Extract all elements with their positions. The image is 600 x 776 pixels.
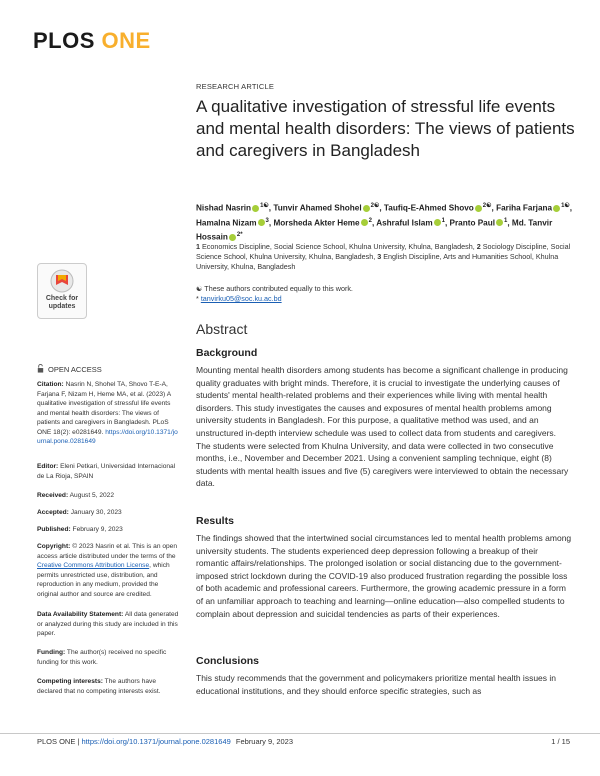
affil-num-2: 2 <box>476 242 481 251</box>
affil-text-2: Sociology Discipline, Social Science School, Khulna University, Khulna, Bangladesh, <box>196 242 571 261</box>
competing-text: The authors have declared that no competing interests exist. <box>37 678 161 695</box>
author-affiliation-sup: 2* <box>236 232 243 239</box>
author-affiliation-sup: 2☯ <box>482 203 492 209</box>
corresponding-star: * <box>196 294 199 303</box>
data-availability-text: All data generated or analyzed during this study are included in this paper. <box>37 611 179 637</box>
author-name[interactable]: Morsheda Akter Heme <box>273 218 360 228</box>
orcid-icon[interactable] <box>553 205 560 212</box>
editor-block <box>37 462 179 481</box>
orcid-icon[interactable] <box>229 234 236 241</box>
accepted-block <box>37 508 179 518</box>
received-date: August 5, 2022 <box>69 492 114 499</box>
orcid-icon[interactable] <box>434 219 441 226</box>
author-name[interactable]: Tunvir Ahamed Shohel <box>273 203 362 213</box>
open-access-text: OPEN ACCESS <box>48 365 102 374</box>
contribution-notes <box>196 284 576 304</box>
open-access-label <box>37 364 102 374</box>
funding-label: Funding: <box>37 649 66 656</box>
citation-doi-link[interactable]: https://doi.org/10.1371/journal.pone.0281649 <box>37 428 178 445</box>
orcid-icon[interactable] <box>361 219 368 226</box>
copyright-label: Copyright: <box>37 543 71 550</box>
footer-doi-link[interactable]: https://doi.org/10.1371/journal.pone.0281649 <box>81 737 231 746</box>
check-updates-line1: Check for <box>45 295 79 302</box>
citation-text: Nasrin N, Shohel TA, Shovo T-E-A, Farjana F, Nizam H, Heme MA, et al. (2023) A qualitative investigation of stressful life events and mental health disorders: The views of patients and caregivers in Bangladesh. PLoS ONE 18(2): e0281649. <box>37 381 171 436</box>
copyright-text-a: © 2023 Nasrin et al. This is an open access article distributed under the terms of the <box>37 543 177 560</box>
footer-journal: PLOS ONE <box>37 737 76 746</box>
copyright-block <box>37 542 179 599</box>
author-list: Nishad Nasrin $^{1☯}$, Tunvir Ahamed Shohel $^{2☯}$, Taufiq-E-Ahmed Shovo $^{2☯}$, Fariha Farjana $^{1☯}$, Hamalna Nizam $^3$, Morsheda Akter Heme $^2$, Ashraful Islam $^1$, Pranto Paul $^1$, Md. Tanvir Hossain $^{2*}$ <box>196 203 573 243</box>
footer-date: February 9, 2023 <box>235 737 294 746</box>
abstract-heading: Abstract <box>196 321 248 337</box>
received-label: Received: <box>37 492 69 499</box>
funding-text: The author(s) received no specific funding for this work. <box>37 649 167 666</box>
orcid-icon[interactable] <box>258 219 265 226</box>
author-affiliation-sup: 3 <box>265 217 269 224</box>
check-updates-icon <box>50 269 74 293</box>
published-date: February 9, 2023 <box>72 526 123 533</box>
author-name[interactable]: Pranto Paul <box>449 218 496 228</box>
author-name[interactable]: Ashraful Islam <box>376 218 433 228</box>
competing-interests-block <box>37 677 179 696</box>
check-updates-line2: updates <box>48 303 76 310</box>
author-affiliation-sup: 2☯ <box>370 203 380 209</box>
copyright-text-b: , which permits unrestricted use, distribution, and reproduction in any medium, provided the original author and source are credited. <box>37 562 170 598</box>
check-for-updates-badge[interactable] <box>37 263 87 319</box>
license-link[interactable]: Creative Commons Attribution License <box>37 562 150 569</box>
logo-plos: PLOS <box>33 28 95 53</box>
conclusions-text: This study recommends that the government and policymakers prioritize mental health issues in educational institutions, and they should enforce specific strategies, such as <box>196 673 557 696</box>
editor-text: Eleni Petkari, Universidad Internacional de La Rioja, SPAIN <box>37 463 176 480</box>
corresponding-email-link[interactable]: tanvirku05@soc.ku.ac.bd <box>200 294 282 303</box>
background-text: Mounting mental health disorders among students has become a significant challenge in producing quality graduates with bright minds. Therefore, it is crucial to investigate the underlying causes of students' mental health-related problems and their experiences while living with mental health disorders. This study investigates the causes and exposures of mental health problems among university students in Bangladesh. For this purpose, a qualitative method was used, and an unstructured in-depth interview schedule was used to collect data from students and caregivers. The students were selected from Khulna University, and data were collected in two consecutive months, i.e., November and December 2021. Using a convenient sampling technique, eight (8) students with mental health issues and five (5) caregivers were interviewed to obtain the necessary data. <box>196 365 569 489</box>
journal-logo[interactable] <box>33 28 151 54</box>
page-footer <box>37 737 293 746</box>
logo-one: ONE <box>101 28 151 53</box>
editor-label: Editor: <box>37 463 59 470</box>
page-number: 1 / 15 <box>551 737 570 746</box>
author-affiliation-sup: 1 <box>504 217 508 224</box>
author-affiliation-sup: 1☯ <box>561 203 570 209</box>
data-availability-label: Data Availability Statement: <box>37 611 124 618</box>
author-affiliation-sup: 1☯ <box>260 203 269 209</box>
author-affiliation-sup: 2 <box>368 217 372 224</box>
author-name[interactable]: Fariha Farjana <box>496 203 553 213</box>
competing-label: Competing interests: <box>37 678 103 685</box>
data-availability-block <box>37 610 179 639</box>
published-label: Published: <box>37 526 71 533</box>
received-block <box>37 491 179 501</box>
author-affiliation-sup: 1 <box>441 217 445 224</box>
footer-divider <box>0 733 600 734</box>
citation-label: Citation: <box>37 381 64 388</box>
equal-contribution-note: ☯ These authors contributed equally to this work. <box>196 284 353 293</box>
funding-block <box>37 648 179 667</box>
orcid-icon[interactable] <box>496 219 503 226</box>
citation-block <box>37 380 179 447</box>
author-name[interactable]: Hamalna Nizam <box>196 218 257 228</box>
conclusions-heading: Conclusions <box>196 655 260 667</box>
published-block <box>37 525 179 535</box>
article-title: A qualitative investigation of stressful life events and mental health disorders: The views of patients and caregivers in Bangladesh <box>196 97 575 160</box>
affil-text-3: English Discipline, Arts and Humanities School, Khulna University, Khulna, Bangladesh <box>196 252 559 271</box>
affil-text-1: Economics Discipline, Social Science School, Khulna University, Khulna, Bangladesh, <box>202 242 475 251</box>
accepted-label: Accepted: <box>37 509 69 516</box>
accepted-date: January 30, 2023 <box>70 509 122 516</box>
author-name[interactable]: Nishad Nasrin <box>196 203 252 213</box>
results-text: The findings showed that the intertwined social circumstances led to mental health problems among university students. The students experienced deep depression following a breakup of their romantic affairs/relationships. The prolonged isolation or social distancing due to the government-imposed strict lockdown during the COVID-19 also produced frustration regarding the possible loss of both academic and professional careers. Furthermore, the growing academic pressure in a form of an unfamiliar approach to teaching and learning—online education—also compelled students to complain about depression and suicidal tendencies as parts of their experiences. <box>196 533 572 619</box>
orcid-icon[interactable] <box>252 205 259 212</box>
footer-separator: | <box>77 737 80 746</box>
author-name[interactable]: Taufiq-E-Ahmed Shovo <box>383 203 474 213</box>
affil-num-3: 3 <box>377 252 382 261</box>
orcid-icon[interactable] <box>475 205 482 212</box>
orcid-icon[interactable] <box>363 205 370 212</box>
open-lock-icon <box>37 364 44 373</box>
affiliations <box>196 242 581 272</box>
article-type: RESEARCH ARTICLE <box>196 82 275 91</box>
author-name[interactable]: Md. Tanvir Hossain <box>196 218 553 243</box>
affil-num-1: 1 <box>196 242 200 251</box>
background-heading: Background <box>196 347 258 359</box>
results-heading: Results <box>196 515 234 527</box>
